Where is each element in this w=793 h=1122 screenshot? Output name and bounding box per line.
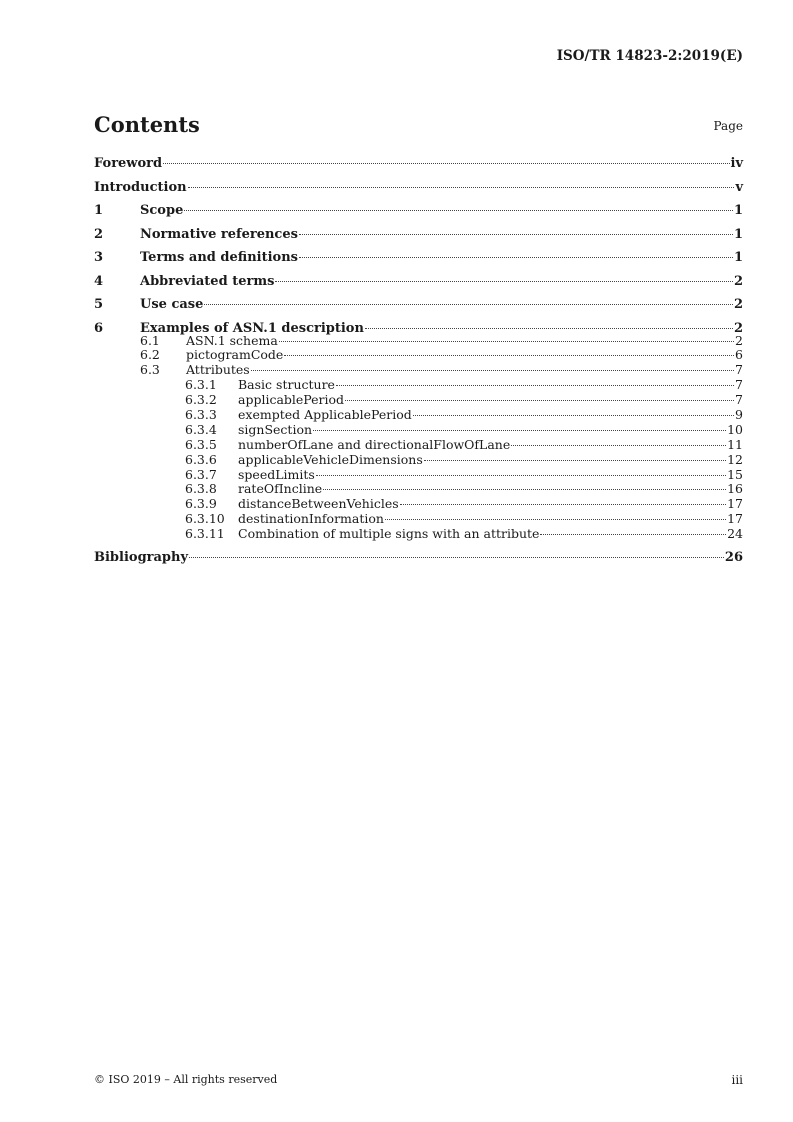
dot-leader: [251, 370, 734, 371]
toc-entry-page: 2: [733, 273, 743, 289]
toc-entry[interactable]: [94, 453, 743, 468]
toc-entry-page: v: [735, 179, 743, 195]
dot-leader: [184, 210, 733, 211]
toc-entry-title: Combination of multiple signs with an attribute: [238, 526, 540, 542]
dot-leader: [413, 415, 734, 416]
toc-entry-title: ASN.1 schema: [186, 332, 278, 348]
toc-entry-number: 6.3.10: [185, 511, 225, 527]
toc-entry[interactable]: [94, 363, 743, 378]
toc-entry-number: 6.3.1: [185, 377, 217, 393]
toc-entry[interactable]: [94, 548, 743, 572]
toc-entry-page: 2: [733, 320, 743, 336]
page-column-label: Page: [713, 119, 743, 133]
contents-heading: Contents: [94, 112, 200, 137]
dot-leader: [299, 234, 733, 235]
dot-leader: [345, 400, 734, 401]
toc-entry-number: 6.3.8: [185, 481, 217, 497]
toc-entry[interactable]: [94, 408, 743, 423]
toc-entry[interactable]: [94, 272, 743, 296]
dot-leader: [316, 475, 726, 476]
toc-entry-title: speedLimits: [238, 466, 315, 482]
toc-entry-page: 17: [727, 511, 743, 527]
toc-entry-number: 6.3.2: [185, 392, 217, 408]
toc-entry-number: 6: [94, 320, 104, 336]
toc-entry[interactable]: [94, 201, 743, 225]
toc-entry-page: 1: [733, 250, 743, 265]
dot-leader: [385, 519, 726, 520]
toc-entry-number: 1: [94, 203, 104, 218]
toc-entry-page: 17: [727, 496, 743, 512]
toc-entry-number: 6.3.3: [185, 406, 217, 422]
document-id: ISO/TR 14823-2:2019(E): [556, 48, 743, 64]
toc-entry[interactable]: [94, 178, 743, 202]
toc-entry-number: 5: [94, 297, 104, 312]
toc-entry[interactable]: [94, 482, 743, 497]
toc-entry-number: 4: [94, 273, 104, 289]
dot-leader: [540, 534, 726, 535]
toc-entry-page: 1: [733, 203, 743, 218]
toc-entry-page: 12: [727, 451, 743, 467]
toc-entry-page: 7: [735, 392, 743, 408]
toc-entry-title: Terms and definitions: [140, 250, 298, 265]
toc-entry-number: 6.3.11: [185, 526, 225, 542]
footer-page-number: iii: [731, 1073, 743, 1087]
toc-entry-page: 11: [727, 436, 743, 452]
toc-entry-title: Foreword: [94, 156, 163, 171]
toc-entry[interactable]: [94, 348, 743, 363]
toc-entry-title: destinationInformation: [238, 511, 384, 527]
toc-entry-page: 10: [727, 421, 743, 437]
toc-entry[interactable]: [94, 225, 743, 249]
dot-leader: [204, 304, 733, 305]
toc-entry-number: 3: [94, 250, 104, 265]
toc-entry-title: Abbreviated terms: [140, 273, 275, 289]
toc-entry-title: numberOfLane and directionalFlowOfLane: [238, 436, 511, 452]
toc-entry-page: 1: [733, 226, 743, 242]
toc-entry-page: 15: [727, 466, 743, 482]
toc-entry[interactable]: [94, 423, 743, 438]
toc-entry-title: distanceBetweenVehicles: [238, 496, 399, 512]
toc-entry[interactable]: [94, 393, 743, 408]
toc-entry[interactable]: [94, 319, 743, 334]
dot-leader: [336, 385, 734, 386]
toc-entry-number: 6.1: [140, 332, 160, 348]
dot-leader: [511, 445, 726, 446]
toc-entry-title: Bibliography: [94, 549, 189, 565]
toc-entry-number: 6.3.9: [185, 496, 217, 512]
toc-entry-number: 6.3.4: [185, 421, 217, 437]
toc-entry-page: 7: [735, 377, 743, 393]
toc-entry[interactable]: [94, 527, 743, 542]
toc-entry-number: 6.3.7: [185, 466, 217, 482]
dot-leader: [188, 187, 735, 188]
toc-entry-title: signSection: [238, 421, 313, 437]
toc-entry[interactable]: [94, 497, 743, 512]
toc-entry-title: Introduction: [94, 179, 187, 195]
dot-leader: [323, 489, 726, 490]
toc-entry[interactable]: [94, 512, 743, 527]
toc-entry-number: 6.2: [140, 347, 160, 363]
table-of-contents: [94, 154, 743, 571]
toc-entry-page: iv: [730, 156, 743, 171]
toc-entry-page: 2: [735, 332, 743, 348]
toc-entry[interactable]: [94, 378, 743, 393]
toc-entry-page: 2: [733, 297, 743, 312]
dot-leader: [279, 341, 734, 342]
toc-entry-title: Use case: [140, 297, 204, 312]
dot-leader: [400, 504, 726, 505]
footer-copyright: © ISO 2019 – All rights reserved: [94, 1073, 278, 1086]
toc-entry[interactable]: [94, 248, 743, 272]
toc-entry-title: pictogramCode: [186, 347, 284, 363]
toc-entry[interactable]: [94, 295, 743, 319]
toc-entry-page: 24: [727, 526, 743, 542]
toc-entry-title: Examples of ASN.1 description: [140, 320, 364, 336]
toc-entry-page: 6: [735, 347, 743, 363]
dot-leader: [424, 460, 726, 461]
toc-entry-number: 6.3.6: [185, 451, 217, 467]
toc-entry-page: 7: [735, 362, 743, 378]
toc-entry-page: 16: [727, 481, 743, 497]
dot-leader: [284, 355, 734, 356]
toc-entry-page: 26: [724, 549, 743, 565]
toc-entry[interactable]: [94, 334, 743, 349]
toc-entry-number: 2: [94, 226, 104, 242]
toc-entry[interactable]: [94, 154, 743, 178]
toc-entry-title: applicableVehicleDimensions: [238, 451, 423, 467]
toc-entry-title: exempted ApplicablePeriod: [238, 406, 412, 422]
toc-entry-title: Scope: [140, 203, 184, 218]
toc-entry-title: Basic structure: [238, 377, 335, 393]
toc-entry-title: Normative references: [140, 226, 298, 242]
toc-entry-number: 6.3.5: [185, 436, 217, 452]
toc-entry[interactable]: [94, 468, 743, 483]
toc-entry-number: 6.3: [140, 362, 160, 378]
dot-leader: [313, 430, 726, 431]
toc-entry[interactable]: [94, 438, 743, 453]
toc-entry-title: rateOfIncline: [238, 481, 323, 497]
toc-entry-title: Attributes: [186, 362, 250, 378]
toc-entry-page: 9: [735, 406, 743, 422]
dot-leader: [163, 163, 729, 164]
dot-leader: [275, 281, 733, 282]
dot-leader: [189, 557, 724, 558]
dot-leader: [299, 257, 733, 258]
toc-entry-title: applicablePeriod: [238, 392, 345, 408]
dot-leader: [365, 328, 733, 329]
